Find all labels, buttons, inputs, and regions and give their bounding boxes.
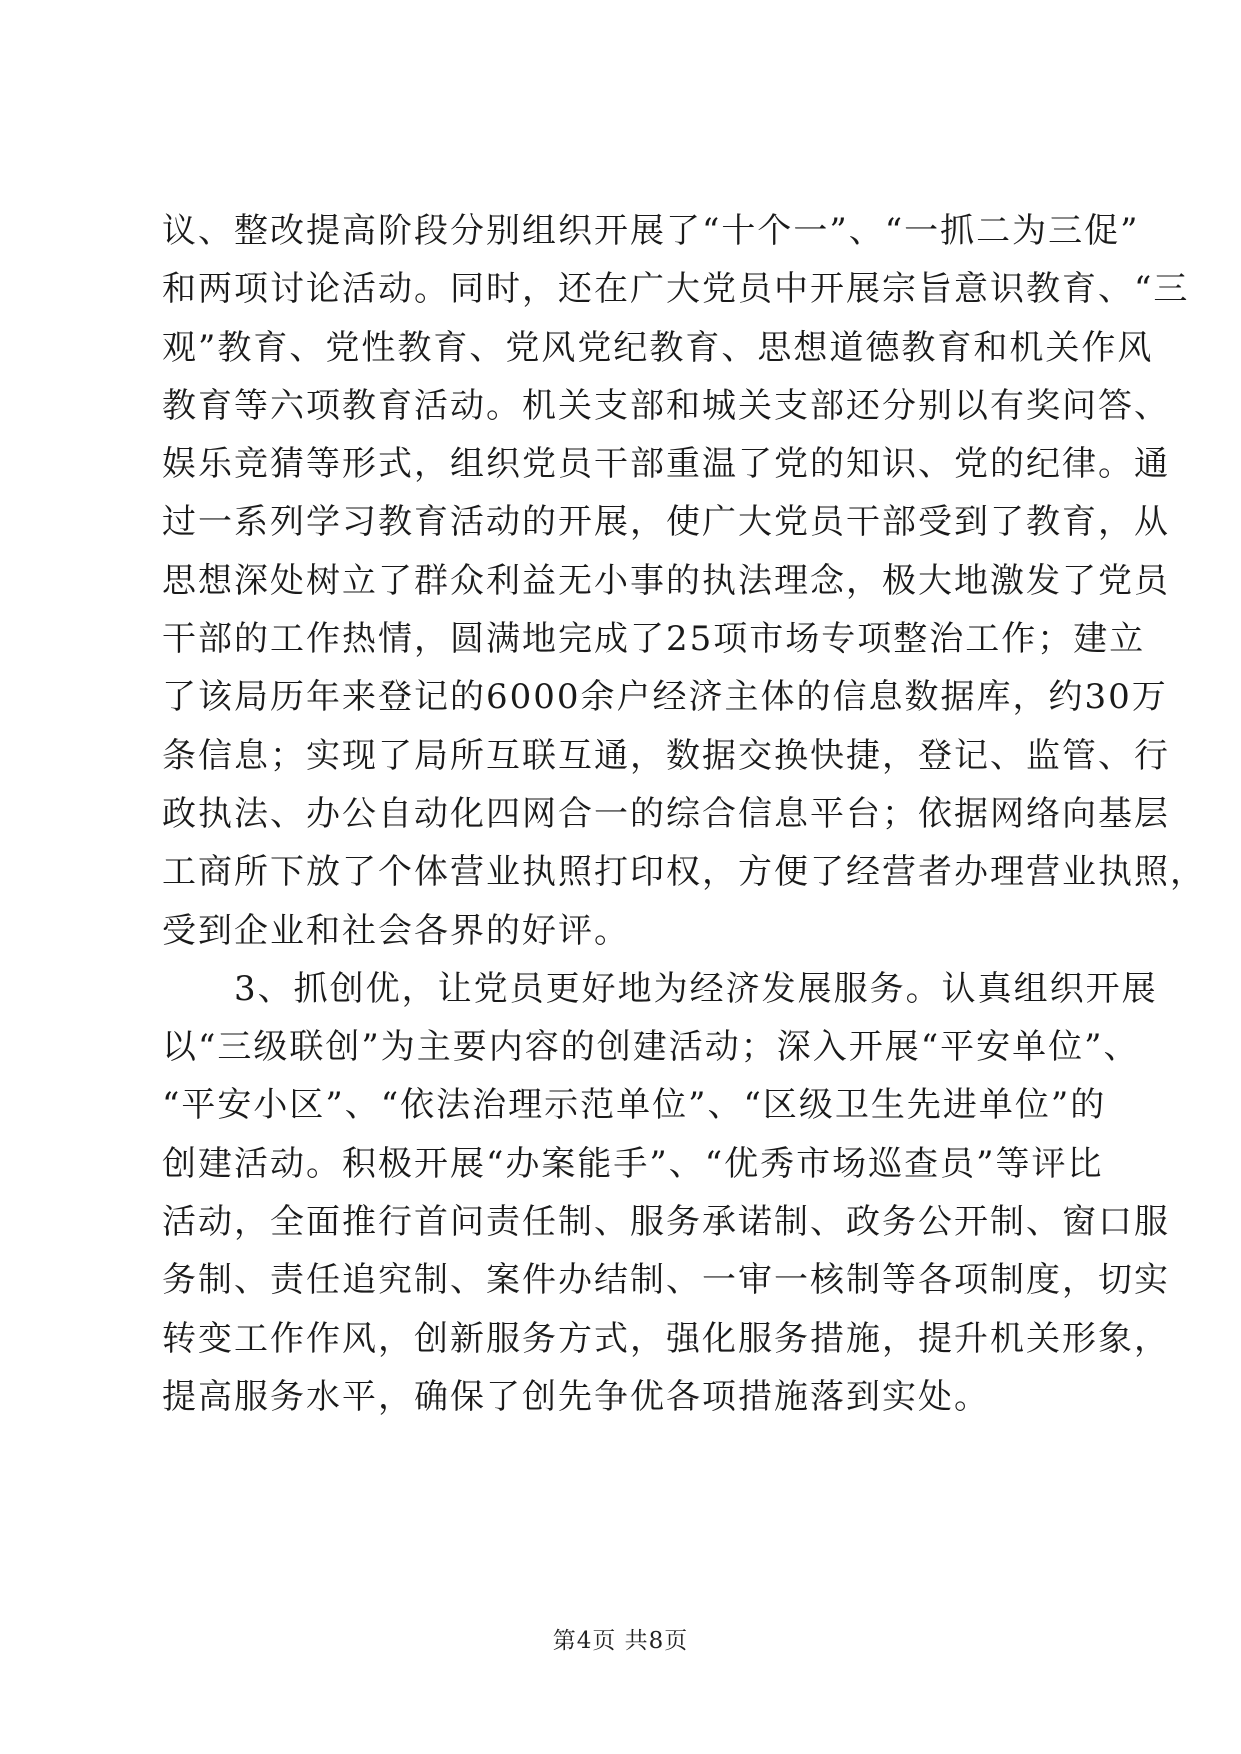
- text-line: 条信息；实现了局所互联互通，数据交换快捷，登记、监管、行: [162, 735, 1170, 776]
- text-line: 以“三级联创”为主要内容的创建活动；深入开展“平安单位”、: [162, 1027, 1140, 1068]
- text-line: 过一系列学习教育活动的开展，使广大党员干部受到了教育，从: [162, 502, 1170, 543]
- text-line: 了该局历年来登记的6000余户经济主体的信息数据库，约30万: [162, 677, 1168, 718]
- text-line: 干部的工作热情，圆满地完成了25项市场专项整治工作；建立: [162, 619, 1146, 660]
- text-line: 创建活动。积极开展“办案能手”、“优秀市场巡查员”等评比: [162, 1143, 1104, 1184]
- text-line: 政执法、办公自动化四网合一的综合信息平台；依据网络向基层: [162, 793, 1170, 834]
- document-body: [162, 202, 1206, 1426]
- text-line: 务制、责任追究制、案件办结制、一审一核制等各项制度，切实: [162, 1260, 1170, 1301]
- text-line: 和两项讨论活动。同时，还在广大党员中开展宗旨意识教育、“三: [162, 269, 1190, 310]
- text-line: 受到企业和社会各界的好评。: [162, 910, 630, 951]
- text-line: “平安小区”、“依法治理示范单位”、“区级卫生先进单位”的: [162, 1085, 1107, 1126]
- text-line: 3、抓创优，让党员更好地为经济发展服务。认真组织开展: [162, 968, 1158, 1009]
- text-line: 娱乐竞猜等形式，组织党员干部重温了党的知识、党的纪律。通: [162, 444, 1170, 485]
- text-line: 教育等六项教育活动。机关支部和城关支部还分别以有奖问答、: [162, 385, 1170, 426]
- text-line: 工商所下放了个体营业执照打印权，方便了经营者办理营业执照，: [162, 852, 1206, 893]
- text-line: 活动，全面推行首问责任制、服务承诺制、政务公开制、窗口服: [162, 1202, 1170, 1243]
- text-line: 议、整改提高阶段分别组织开展了“十个一”、“一抓二为三促”: [162, 211, 1140, 251]
- text-line: 提高服务水平，确保了创先争优各项措施落到实处。: [162, 1376, 990, 1417]
- text-line: 观”教育、党性教育、党风党纪教育、思想道德教育和机关作风: [162, 327, 1154, 368]
- page-number-footer: 第4页 共8页: [552, 1628, 689, 1654]
- text-line: 转变工作作风，创新服务方式，强化服务措施，提升机关形象，: [162, 1318, 1170, 1359]
- text-line: 思想深处树立了群众利益无小事的执法理念，极大地激发了党员: [162, 560, 1170, 601]
